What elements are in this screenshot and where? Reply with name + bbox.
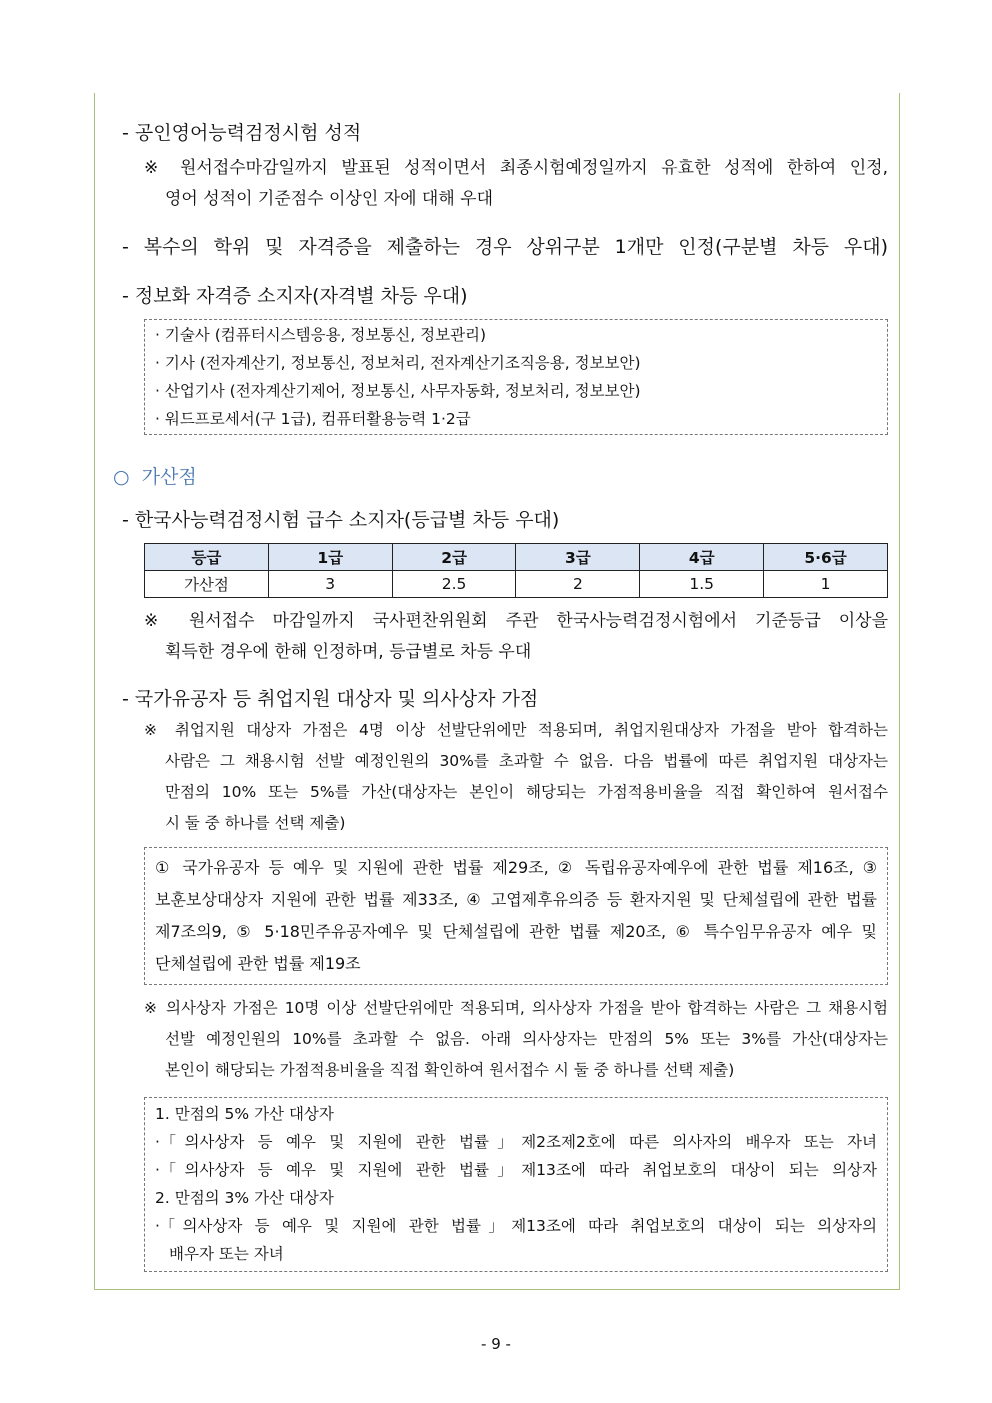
table-header-cell: 1급 — [268, 544, 392, 571]
note-veterans-line: 사람은 그 채용시험 선발 예정인원의 30%를 초과할 수 없음. 다음 법률에 따른 취업지원 대상자는 — [165, 752, 888, 770]
table-header-row — [145, 544, 888, 571]
page-number: - 9 - — [481, 1335, 511, 1353]
injured-box — [144, 1097, 888, 1272]
note-veterans-line: 시 둘 중 하나를 선택 제출) — [165, 814, 346, 832]
section-title: 가산점 — [141, 466, 197, 488]
table-header-cell: 5·6급 — [764, 544, 888, 571]
law-line: ① 국가유공자 등 예우 및 지원에 관한 법률 제29조, ② 독립유공자예우에 관한 법률 제16조, ③ — [155, 858, 877, 877]
table-header-cell: 3급 — [516, 544, 640, 571]
certificate-line: · 워드프로세서(구 1급), 컴퓨터활용능력 1·2급 — [155, 410, 471, 428]
certificate-line: · 기술사 (컴퓨터시스템응용, 정보통신, 정보관리) — [155, 326, 487, 344]
table-cell: 가산점 — [145, 571, 269, 598]
certificate-line: · 산업기사 (전자계산기제어, 정보통신, 사무자동화, 정보처리, 정보보안) — [155, 382, 641, 400]
injured-line: 배우자 또는 자녀 — [169, 1245, 284, 1263]
table-cell: 3 — [268, 571, 392, 598]
certificate-line: · 기사 (전자계산기, 정보통신, 정보처리, 전자계산기조직응용, 정보보안) — [155, 354, 641, 372]
note-injured-line: 선발 예정인원의 10%를 초과할 수 없음. 아래 의사상자는 만점의 5% 또는 3%를 가산(대상자는 — [165, 1030, 888, 1048]
note-english-line2: 영어 성적이 기준점수 이상인 자에 대해 우대 — [165, 189, 494, 209]
item-it-certificates: - 정보화 자격증 소지자(자격별 차등 우대) — [122, 285, 468, 307]
table-header-cell: 등급 — [145, 544, 269, 571]
item-multiple-degrees: - 복수의 학위 및 자격증을 제출하는 경우 상위구분 1개만 인정(구분별 차등 우대) — [122, 236, 888, 258]
injured-line: ·「의사상자 등 예우 및 지원에 관한 법률」제13조에 따라 취업보호의 대상이 되는 의상자 — [155, 1161, 877, 1179]
circle-icon: ○ — [113, 466, 130, 488]
law-box — [144, 847, 888, 985]
note-injured-line: ※ 의사상자 가점은 10명 이상 선발단위에만 적용되며, 의사상자 가점을 받아 합격하는 사람은 그 채용시험 — [144, 999, 888, 1017]
item-korean-history: - 한국사능력검정시험 급수 소지자(등급별 차등 우대) — [122, 509, 560, 531]
table-row — [145, 571, 888, 598]
table-cell: 1.5 — [640, 571, 764, 598]
table-cell: 1 — [764, 571, 888, 598]
item-english-test: - 공인영어능력검정시험 성적 — [122, 122, 362, 144]
note-history-line2: 획득한 경우에 한해 인정하며, 등급별로 차등 우대 — [165, 642, 532, 662]
certificate-box — [144, 319, 888, 435]
injured-line: ·「의사상자 등 예우 및 지원에 관한 법률」제2조제2호에 따른 의사자의 배우자 또는 자녀 — [155, 1133, 877, 1151]
table-cell: 2.5 — [392, 571, 516, 598]
note-veterans-line: ※ 취업지원 대상자 가점은 4명 이상 선발단위에만 적용되며, 취업지원대상자 가점을 받아 합격하는 — [144, 721, 888, 739]
note-veterans-line: 만점의 10% 또는 5%를 가산(대상자는 본인이 해당되는 가점적용비율을 직접 확인하여 원서접수 — [165, 783, 888, 801]
law-line: 제7조의9, ⑤ 5·18민주유공자예우 및 단체설립에 관한 법률 제20조, ⑥ 특수임무유공자 예우 및 — [155, 922, 877, 941]
law-line: 보훈보상대상자 지원에 관한 법률 제33조, ④ 고엽제후유의증 등 환자지원 및 단체설립에 관한 법률 — [155, 890, 877, 909]
note-history-line1: ※ 원서접수 마감일까지 국사편찬위원회 주관 한국사능력검정시험에서 기준등급 이상을 — [144, 611, 888, 631]
injured-line: ·「의사상자 등 예우 및 지원에 관한 법률」제13조에 따라 취업보호의 대상이 되는 의상자의 — [155, 1217, 877, 1235]
note-english-line1: ※ 원서접수마감일까지 발표된 성적이면서 최종시험예정일까지 유효한 성적에 한하여 인정, — [144, 158, 888, 178]
table-header-cell: 2급 — [392, 544, 516, 571]
injured-line: 1. 만점의 5% 가산 대상자 — [155, 1105, 334, 1123]
item-veterans: - 국가유공자 등 취업지원 대상자 및 의사상자 가점 — [122, 688, 539, 710]
law-line: 단체설립에 관한 법률 제19조 — [155, 954, 361, 973]
table-header-cell: 4급 — [640, 544, 764, 571]
note-injured-line: 본인이 해당되는 가점적용비율을 직접 확인하여 원서접수 시 둘 중 하나를 선택 제출) — [165, 1061, 735, 1079]
injured-line: 2. 만점의 3% 가산 대상자 — [155, 1189, 334, 1207]
grade-table — [144, 543, 888, 598]
section-heading — [113, 462, 197, 489]
table-cell: 2 — [516, 571, 640, 598]
